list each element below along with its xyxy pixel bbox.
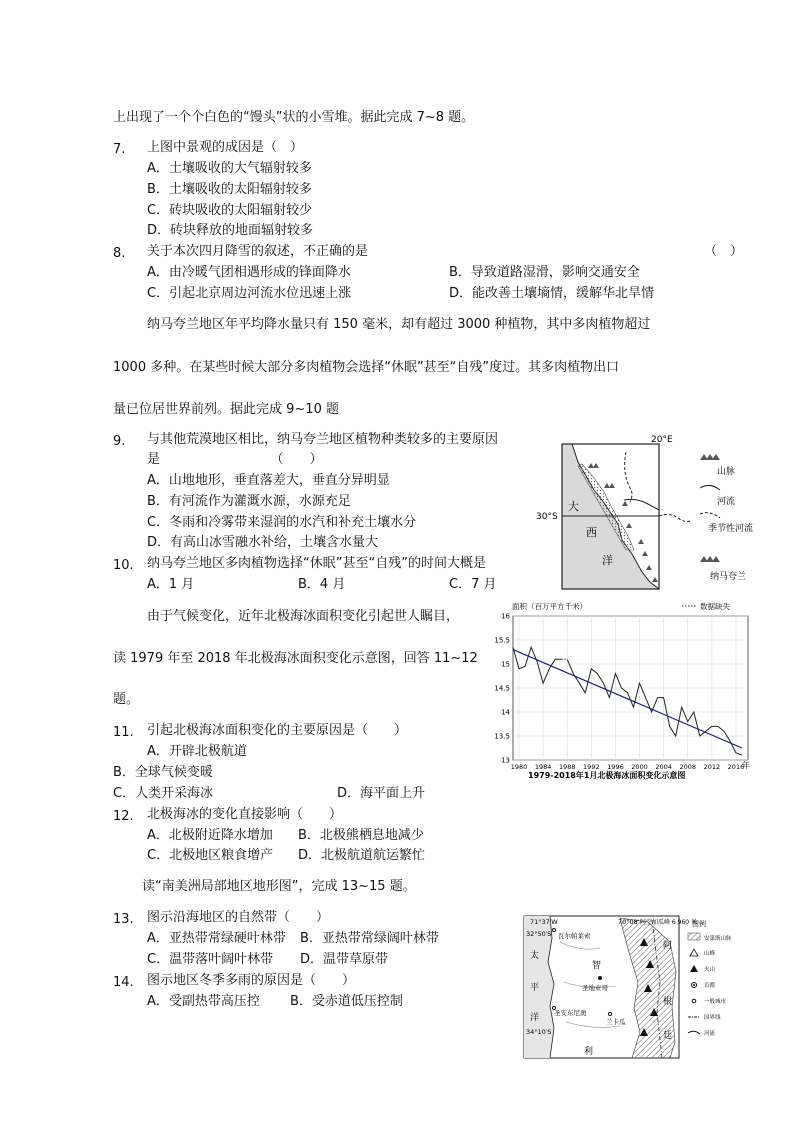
country-argentina-1: 阿 bbox=[663, 941, 673, 951]
ocean-label-3: 洋 bbox=[602, 554, 613, 567]
map2-legend bbox=[688, 919, 732, 1037]
ocean-label-ping: 平 bbox=[530, 983, 540, 993]
q11-option-b[interactable]: B．全球气候变暖 bbox=[113, 765, 213, 780]
q11-stem: 引起北极海冰面积变化的主要原因是（ ） bbox=[147, 723, 408, 738]
q12-option-d[interactable]: D．北极航道航运繁忙 bbox=[298, 848, 426, 863]
q14-stem: 图示地区冬季多雨的原因是（ ） bbox=[147, 973, 356, 988]
river-icon bbox=[688, 1031, 700, 1034]
q7-option-c[interactable]: C．砖块吸收的太阳辐射较少 bbox=[147, 203, 313, 218]
x-tick-label: 1988 bbox=[558, 763, 576, 771]
q8-answer-paren: （ ） bbox=[704, 244, 744, 259]
latitude-label: 30°S bbox=[536, 512, 558, 522]
seasonal-river-icon bbox=[700, 513, 720, 518]
place-rancagua: 兰卡瓜 bbox=[606, 1018, 626, 1026]
ocean-label-tai: 太 bbox=[530, 951, 540, 961]
q9-number: 9. bbox=[113, 434, 126, 449]
intro-11-12-line2: 读 1979 年至 2018 年北极海冰面积变化示意图，回答 11~12 bbox=[113, 651, 478, 666]
chart-legend-missing: 数据缺失 bbox=[700, 602, 730, 611]
coord-west-2: 70°08′ bbox=[618, 918, 640, 926]
q10-option-a[interactable]: A．1 月 bbox=[147, 577, 195, 592]
q13-option-c[interactable]: C．温带落叶阔叶林带 bbox=[147, 952, 274, 967]
country-argentina-2: 根 bbox=[663, 997, 673, 1007]
city-icon bbox=[692, 999, 696, 1003]
q13-stem: 图示沿海地区的自然带（ ） bbox=[147, 910, 330, 925]
place-san-antonio: 圣安东尼奥 bbox=[554, 1009, 587, 1017]
q11-number: 11. bbox=[113, 725, 134, 740]
namaqualand-icon bbox=[700, 556, 720, 562]
legend-andes: 安第斯山脉 bbox=[704, 936, 732, 942]
q10-number: 10. bbox=[113, 558, 134, 573]
longitude-label: 20°E bbox=[651, 435, 673, 445]
andes-icon bbox=[688, 933, 700, 940]
ocean-label-1: 大 bbox=[568, 500, 579, 513]
intro-11-12-line1: 由于气候变化，近年北极海冰面积变化引起世人瞩目， bbox=[147, 609, 460, 624]
q10-stem: 纳马夸兰地区多肉植物选择“休眠”甚至“自残”的时间大概是 bbox=[147, 556, 486, 571]
legend-mountain: 山脉 bbox=[717, 467, 736, 477]
q8-number: 8. bbox=[113, 246, 126, 261]
chart-xlabel: 年 bbox=[742, 761, 750, 770]
chart-title: 1979-2018年1月北极海冰面积变化示意图 bbox=[528, 771, 686, 780]
place-valparaiso: 瓦尔帕莱索 bbox=[558, 932, 591, 940]
q12-option-a[interactable]: A．北极附近降水增加 bbox=[147, 828, 273, 843]
river-icon bbox=[700, 485, 720, 490]
volcano-icon bbox=[690, 965, 698, 972]
q7-number: 7. bbox=[113, 142, 126, 157]
legend-title: 图例 bbox=[692, 920, 706, 928]
sea-ice-series-line bbox=[513, 647, 742, 755]
legend-river: 河流 bbox=[704, 1031, 716, 1037]
ocean-label-yang: 洋 bbox=[530, 1013, 540, 1023]
namaqualand-map bbox=[536, 432, 754, 592]
map1-legend bbox=[700, 454, 753, 582]
y-tick-label: 15 bbox=[501, 660, 510, 669]
x-tick-label: 2008 bbox=[679, 763, 697, 771]
q7-option-d[interactable]: D．砖块释放的地面辐射较多 bbox=[147, 223, 314, 238]
legend-capital: 首都 bbox=[704, 983, 716, 989]
q8-stem: 关于本次四月降雪的叙述，不正确的是 bbox=[147, 244, 369, 259]
trend-line bbox=[513, 650, 742, 748]
q9-option-c[interactable]: C．冬雨和冷雾带来湿润的水汽和补充土壤水分 bbox=[147, 515, 417, 530]
q12-option-b[interactable]: B．北极熊栖息地减少 bbox=[298, 828, 424, 843]
q13-option-a[interactable]: A．亚热带常绿硬叶林带 bbox=[147, 931, 286, 946]
aconcagua-label: 阿空加瓜峰 6 960 米 bbox=[640, 919, 697, 926]
y-tick-label: 13.5 bbox=[494, 732, 510, 741]
q14-number: 14. bbox=[113, 975, 134, 990]
y-tick-label: 16 bbox=[501, 612, 510, 621]
q7-stem: 上图中景观的成因是（ ） bbox=[147, 140, 304, 155]
ocean-label-2: 西 bbox=[586, 526, 597, 539]
q7-option-a[interactable]: A．土壤吸收的大气辐射较多 bbox=[147, 161, 312, 176]
x-tick-label: 2012 bbox=[703, 763, 721, 771]
q8-option-b[interactable]: B．导致道路湿滑，影响交通安全 bbox=[449, 265, 640, 280]
intro-9-10-line1: 纳马夸兰地区年平均降水量只有 150 毫米，却有超过 3000 种植物，其中多肉植物超过 bbox=[147, 317, 651, 332]
y-tick-label: 15.5 bbox=[494, 636, 510, 645]
q13-option-b[interactable]: B．亚热带常绿阔叶林带 bbox=[300, 931, 439, 946]
intro-11-12-line3: 题。 bbox=[113, 692, 140, 707]
chart-ylabel: 面积（百万平方千米） bbox=[512, 602, 587, 611]
q9-option-d[interactable]: D．有高山冰雪融水补给，土壤含水量大 bbox=[147, 535, 379, 550]
intro-9-10-line2: 1000 多种。在某些时候大部分多肉植物会选择“休眠”甚至“自残”度过。其多肉植物出口 bbox=[113, 360, 620, 375]
country-chile-1: 智 bbox=[592, 961, 602, 971]
q8-option-d[interactable]: D．能改善土壤墒情，缓解华北旱情 bbox=[449, 286, 655, 301]
q12-number: 12. bbox=[113, 809, 134, 824]
legend-city: 一般城市 bbox=[704, 999, 727, 1005]
y-tick-label: 13 bbox=[501, 756, 510, 765]
x-tick-label: 2000 bbox=[631, 763, 648, 771]
legend-volcano: 火山 bbox=[704, 967, 716, 973]
coord-west-1: 71°37′W bbox=[530, 918, 558, 926]
country-argentina-3: 廷 bbox=[663, 1031, 673, 1041]
q11-option-a[interactable]: A．开辟北极航道 bbox=[147, 744, 247, 759]
x-tick-label: 2004 bbox=[655, 763, 672, 771]
peak-icon bbox=[690, 949, 698, 956]
place-santiago: 圣地亚哥 bbox=[582, 984, 608, 992]
legend-border: 国界线 bbox=[704, 1015, 721, 1021]
q11-option-c[interactable]: C．人类开采海冰 bbox=[113, 786, 214, 801]
q12-stem: 北极海冰的变化直接影响（ ） bbox=[147, 807, 343, 822]
legend-namaqualand: 纳马夸兰 bbox=[710, 572, 747, 582]
intro-13-15: 读“南美洲局部地区地形图”，完成 13~15 题。 bbox=[142, 879, 416, 894]
q9-stem: 与其他荒漠地区相比，纳马夸兰地区植物种类较多的主要原因 bbox=[147, 432, 499, 447]
legend-river: 河流 bbox=[717, 497, 736, 507]
q9-option-b[interactable]: B．有河流作为灌溉水源，水源充足 bbox=[147, 494, 351, 509]
q11-option-d[interactable]: D．海平面上升 bbox=[337, 786, 426, 801]
q12-option-c[interactable]: C．北极地区粮食增产 bbox=[147, 848, 274, 863]
x-tick-label: 1980 bbox=[510, 763, 528, 771]
south-america-terrain-map bbox=[520, 912, 764, 1062]
q9-stem-cont: 是 （ ） bbox=[147, 452, 323, 467]
x-tick-label: 1984 bbox=[534, 763, 552, 771]
coord-south-1: 32°50′S bbox=[526, 930, 552, 938]
x-tick-label: 1996 bbox=[607, 763, 624, 771]
q8-option-a[interactable]: A．由冷暖气团相遇形成的锋面降水 bbox=[147, 265, 351, 280]
intro-9-10-line3: 量已位居世界前列。据此完成 9~10 题 bbox=[113, 402, 339, 417]
y-tick-label: 14 bbox=[501, 708, 510, 717]
q7-option-b[interactable]: B．土壤吸收的太阳辐射较多 bbox=[147, 182, 312, 197]
q13-number: 13. bbox=[113, 912, 134, 927]
arctic-sea-ice-chart bbox=[486, 600, 761, 782]
legend-seasonal-river: 季节性河流 bbox=[708, 524, 754, 534]
x-tick-label: 2016 bbox=[727, 763, 745, 771]
q14-option-a[interactable]: A．受副热带高压控 bbox=[147, 994, 260, 1009]
mountain-icon bbox=[700, 454, 720, 460]
coord-south-2: 34°10′S bbox=[526, 1028, 552, 1036]
q10-option-b[interactable]: B．4 月 bbox=[298, 577, 346, 592]
y-tick-label: 14.5 bbox=[494, 684, 510, 693]
q8-option-c[interactable]: C．引起北京周边河流水位迅速上涨 bbox=[147, 286, 352, 301]
q14-option-b[interactable]: B．受赤道低压控制 bbox=[290, 994, 403, 1009]
q9-option-a[interactable]: A．山地地形，垂直落差大，垂直分异明显 bbox=[147, 473, 390, 488]
legend-peak: 山峰 bbox=[704, 951, 716, 957]
q13-option-d[interactable]: D．温带草原带 bbox=[300, 952, 389, 967]
x-tick-label: 1992 bbox=[583, 763, 600, 771]
intro-7-8: 上出现了一个个白色的“馒头”状的小雪堆。据此完成 7~8 题。 bbox=[113, 110, 475, 125]
country-chile-2: 利 bbox=[584, 1047, 594, 1057]
q10-option-c[interactable]: C．7 月 bbox=[449, 577, 497, 592]
